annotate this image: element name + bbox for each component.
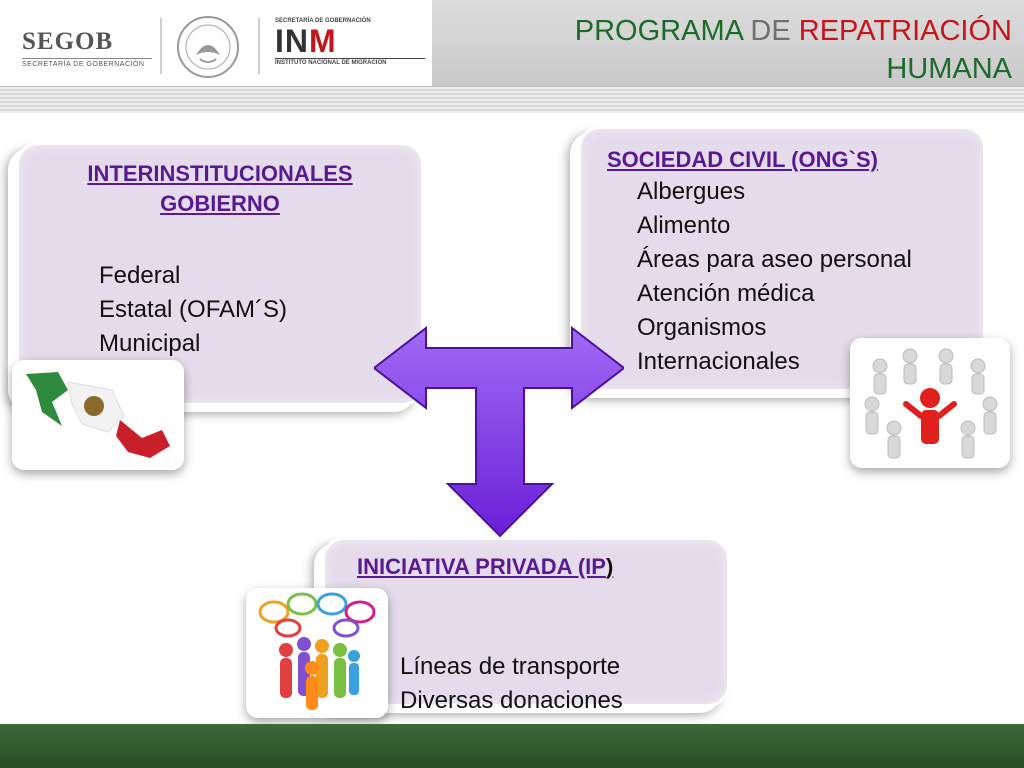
speech-bubbles-people-icon: [246, 588, 388, 718]
header-logos: [0, 0, 432, 86]
list-item: Áreas para aseo personal: [637, 246, 912, 273]
inm-logo-letter-m: M: [309, 23, 337, 59]
inm-logo-subtitle: INSTITUTO NACIONAL DE MIGRACIÓN: [275, 58, 425, 66]
title-part-1: PROGRAMA: [574, 15, 751, 47]
privada-list: [400, 650, 623, 718]
list-item: Federal: [99, 262, 181, 289]
privada-heading-text: INICIATIVA PRIVADA (IP: [357, 554, 606, 579]
page-title: [575, 12, 1012, 88]
header-title-band: [432, 0, 1024, 86]
list-item: Municipal: [99, 330, 201, 357]
inm-logo-top: SECRETARÍA DE GOBERNACIÓN: [275, 18, 371, 24]
list-item: Organismos: [637, 314, 767, 341]
mexico-flag-map-image: [12, 360, 184, 470]
gobierno-heading-line-1: INTERINSTITUCIONALES: [87, 161, 353, 186]
privada-heading-paren: ): [605, 554, 614, 579]
segob-logo-subtitle: SECRETARÍA DE GOBERNACIÓN: [22, 58, 152, 68]
logo-divider: [258, 18, 260, 74]
gobierno-list: [99, 259, 287, 361]
sociedad-heading: SOCIEDAD CIVIL (ONG`S): [607, 147, 878, 172]
t-arrow-icon: [374, 326, 624, 538]
list-item: Albergues: [637, 178, 746, 205]
list-item: Diversas donaciones: [400, 687, 623, 714]
segob-logo: [22, 28, 152, 68]
logo-divider: [160, 18, 162, 74]
title-line-2: HUMANA: [886, 53, 1012, 85]
inm-logo-letters: IN: [275, 23, 309, 59]
privada-heading: [357, 554, 613, 580]
mexico-flag-map-icon: [12, 360, 184, 470]
segob-logo-text: SEGOB: [22, 28, 114, 55]
gobierno-heading: [19, 159, 421, 219]
list-item: Internacionales: [637, 348, 800, 375]
list-item: Atención médica: [637, 280, 815, 307]
title-part-2: DE: [750, 15, 799, 47]
people-circle-image: [850, 338, 1010, 468]
list-item: Estatal (OFAM´S): [99, 296, 288, 323]
speech-bubbles-people-image: [246, 588, 388, 718]
list-item: Líneas de transporte: [400, 653, 621, 680]
national-seal-icon: [176, 15, 240, 79]
gobierno-heading-line-2: GOBIERNO: [160, 191, 280, 216]
header-stripe: [0, 86, 1024, 113]
footer-band: [0, 724, 1024, 768]
inm-logo-mark: [275, 24, 425, 58]
inm-logo: [275, 18, 425, 74]
title-part-3: REPATRIACIÓN: [798, 15, 1012, 47]
list-item: Alimento: [637, 212, 731, 239]
people-circle-icon: [850, 338, 1010, 468]
